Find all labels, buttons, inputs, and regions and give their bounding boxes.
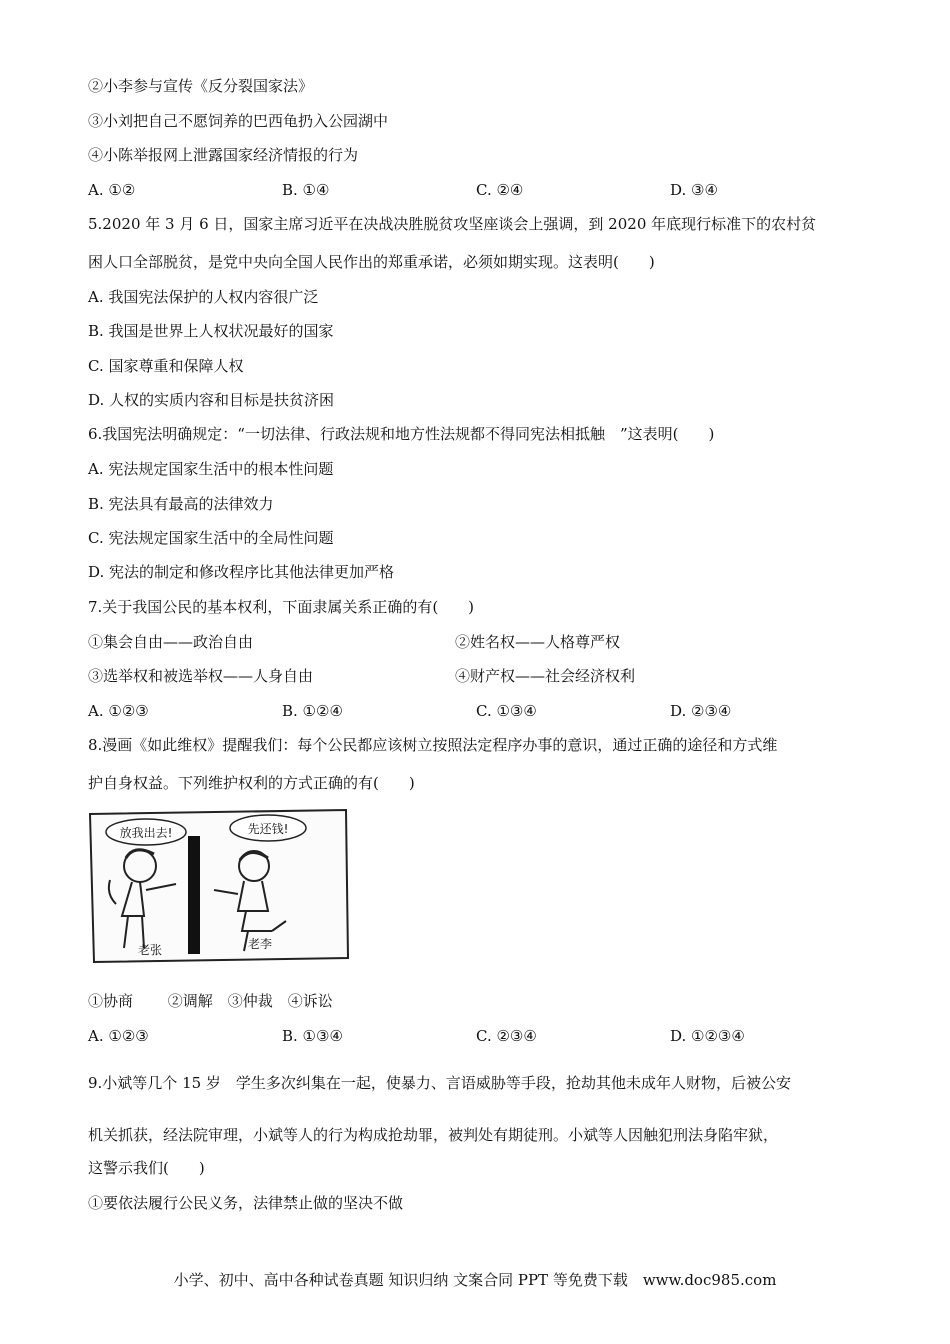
q8-option-c: C. ②③④: [476, 1027, 537, 1045]
q9-item-1: ①要依法履行公民义务，法律禁止做的坚决不做: [88, 1194, 404, 1212]
q4-option-d: D. ③④: [670, 181, 718, 199]
name-right-label: 老李: [247, 937, 273, 951]
q4-option-a: A. ①②: [88, 181, 136, 199]
q5-option-b: B. 我国是世界上人权状况最好的国家: [88, 322, 334, 340]
q6-option-c: C. 宪法规定国家生活中的全局性问题: [88, 529, 334, 547]
cartoon-illustration: [88, 808, 350, 964]
q9-stem-line2: 机关抓获，经法院审理，小斌等人的行为构成抢劫罪，被判处有期徒刑。小斌等人因触犯刑法身陷牢狱，: [88, 1126, 779, 1144]
bubble-left-text: 放我出去!: [119, 826, 173, 840]
q8-option-d: D. ①②③④: [670, 1027, 745, 1045]
q6-stem: 6.我国宪法明确规定：“一切法律、行政法规和地方性法规都不得同宪法相抵触 ”这表明( ): [88, 425, 715, 443]
q7-option-a: A. ①②③: [88, 702, 149, 720]
q4-item-3: ③小刘把自己不愿饲养的巴西龟扔入公园湖中: [88, 112, 389, 130]
door-divider: [188, 836, 200, 954]
q6-option-b: B. 宪法具有最高的法律效力: [88, 495, 274, 513]
q8-option-a: A. ①②③: [88, 1027, 149, 1045]
q7-option-c: C. ①③④: [476, 702, 537, 720]
q4-item-4: ④小陈举报网上泄露国家经济情报的行为: [88, 146, 359, 164]
q7-item-3: ③选举权和被选举权——人身自由: [88, 667, 314, 685]
q4-option-b: B. ①④: [282, 181, 330, 199]
q5-option-a: A. 我国宪法保护的人权内容很广泛: [88, 288, 319, 306]
q5-option-c: C. 国家尊重和保障人权: [88, 357, 244, 375]
q7-option-b: B. ①②④: [282, 702, 343, 720]
q8-stem-line1: 8.漫画《如此维权》提醒我们：每个公民都应该树立按照法定程序办事的意识，通过正确的途径和方式维: [88, 736, 778, 754]
q7-item-2: ②姓名权——人格尊严权: [455, 633, 621, 651]
page-footer: 小学、初中、高中各种试卷真题 知识归纳 文案合同 PPT 等免费下载 www.doc985.com: [173, 1271, 777, 1289]
q5-stem-line2: 困人口全部脱贫，是党中央向全国人民作出的郑重承诺，必须如期实现。这表明( ): [88, 253, 655, 271]
q4-option-c: C. ②④: [476, 181, 524, 199]
q4-item-2: ②小李参与宣传《反分裂国家法》: [88, 77, 314, 95]
q8-option-b: B. ①③④: [282, 1027, 343, 1045]
q8-items: ①协商 ②调解 ③仲裁 ④诉讼: [88, 992, 333, 1010]
q6-option-a: A. 宪法规定国家生活中的根本性问题: [88, 460, 334, 478]
q7-stem: 7.关于我国公民的基本权利，下面隶属关系正确的有( ): [88, 598, 475, 616]
name-left-label: 老张: [137, 943, 163, 957]
bubble-right-text: 先还钱!: [247, 822, 289, 836]
q5-stem-line1: 5.2020 年 3 月 6 日，国家主席习近平在决战决胜脱贫攻坚座谈会上强调，到 2020 年底现行标准下的农村贫: [88, 215, 817, 233]
q8-stem-line2: 护自身权益。下列维护权利的方式正确的有( ): [88, 774, 415, 792]
q6-option-d: D. 宪法的制定和修改程序比其他法律更加严格: [88, 563, 395, 581]
q7-option-d: D. ②③④: [670, 702, 732, 720]
q7-item-4: ④财产权——社会经济权利: [455, 667, 636, 685]
q9-stem-line1: 9.小斌等几个 15 岁 学生多次纠集在一起，使暴力、言语威胁等手段，抢劫其他未成年人财物，后被公安: [88, 1074, 791, 1092]
q7-item-1: ①集会自由——政治自由: [88, 633, 254, 651]
q5-option-d: D. 人权的实质内容和目标是扶贫济困: [88, 391, 335, 409]
q9-stem-line3: 这警示我们( ): [88, 1159, 205, 1177]
